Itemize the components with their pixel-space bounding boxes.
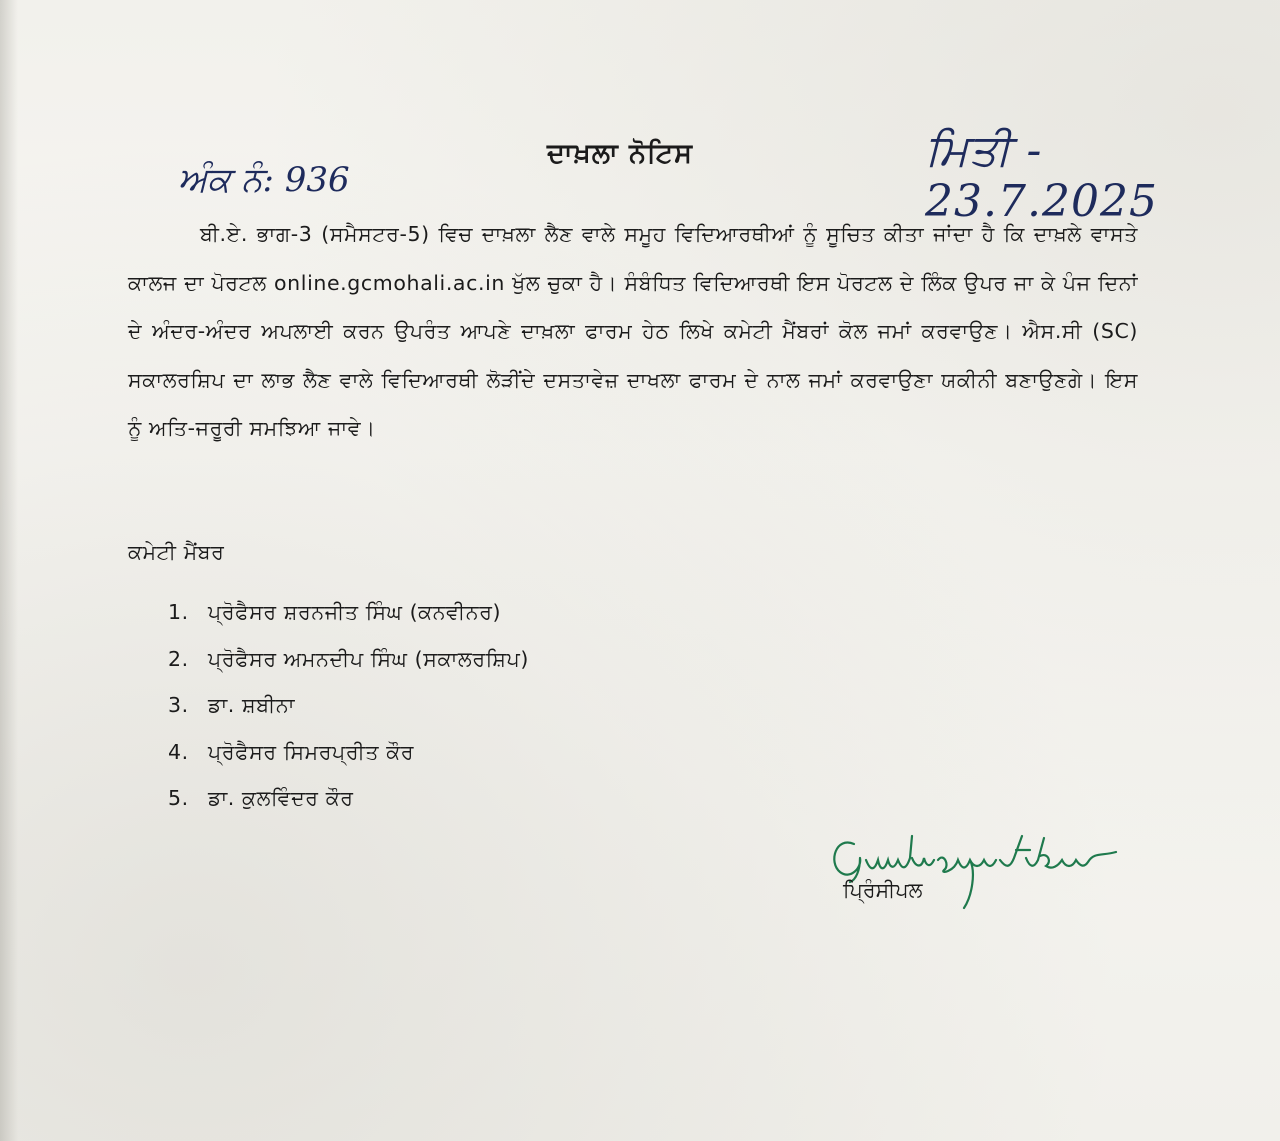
- list-number: 5.: [168, 786, 189, 810]
- member-name: ਡਾ. ਸ਼ਬੀਨਾ: [208, 693, 296, 717]
- principal-designation: ਪ੍ਰਿੰਸੀਪਲ: [843, 878, 923, 902]
- list-item: [168, 647, 529, 694]
- member-name: ਡਾ. ਕੁਲਵਿੰਦਰ ਕੌਰ: [208, 786, 354, 810]
- list-number: 2.: [168, 646, 189, 671]
- member-name: ਪ੍ਰੋਫੈਸਰ ਸ਼ਰਨਜੀਤ ਸਿੰਘ (ਕਨਵੀਨਰ): [208, 600, 502, 624]
- member-name: ਪ੍ਰੋਫੈਸਰ ਸਿਮਰਪ੍ਰੀਤ ਕੌਰ: [208, 739, 415, 764]
- member-name: ਪ੍ਰੋਫੈਸਰ ਅਮਨਦੀਪ ਸਿੰਘ (ਸਕਾਲਰਸ਼ਿਪ): [208, 646, 529, 671]
- list-item: [168, 740, 529, 787]
- committee-member-list: [168, 600, 529, 833]
- list-number: 3.: [168, 693, 189, 717]
- handwritten-reference-number: ਅੰਕ ਨੰ: 936: [178, 160, 350, 200]
- committee-heading: ਕਮੇਟੀ ਮੈਂਬਰ: [128, 540, 225, 564]
- handwritten-date: ਮਿਤੀ - 23.7.2025: [925, 125, 1158, 227]
- page-edge-shadow: [0, 0, 18, 1141]
- notice-title: ਦਾਖ਼ਲਾ ਨੋਟਿਸ: [547, 138, 693, 169]
- list-item: [168, 693, 529, 740]
- list-number: 1.: [168, 600, 189, 624]
- list-item: [168, 786, 529, 833]
- list-number: 4.: [168, 739, 189, 764]
- notice-body: ਬੀ.ਏ. ਭਾਗ-3 (ਸਮੈਸਟਰ-5) ਵਿਚ ਦਾਖ਼ਲਾ ਲੈਣ ਵਾਲੇ ਸਮੂਹ ਵਿਦਿਆਰਥੀਆਂ ਨੂੰ ਸੂਚਿਤ ਕੀਤਾ ਜਾਂਦਾ ਹੈ ਕਿ ਦਾਖ਼ਲੇ ਵਾਸਤੇ ਕਾਲਜ ਦਾ ਪੋਰਟਲ online.gcmohali.ac.in ਖੁੱਲ ਚੁਕਾ ਹੈ। ਸੰਬੰਧਿਤ ਵਿਦਿਆਰਥੀ ਇਸ ਪੋਰਟਲ ਦੇ ਲਿੰਕ ਉਪਰ ਜਾ ਕੇ ਪੰਜ ਦਿਨਾਂ ਦੇ ਅੰਦਰ-ਅੰਦਰ ਅਪਲਾਈ ਕਰਨ ਉਪਰੰਤ ਆਪਣੇ ਦਾਖ਼ਲਾ ਫਾਰਮ ਹੇਠ ਲਿਖੇ ਕਮੇਟੀ ਮੈਂਬਰਾਂ ਕੋਲ ਜਮਾਂ ਕਰਵਾਉਣ। ਐਸ.ਸੀ (SC) ਸਕਾਲਰਸ਼ਿਪ ਦਾ ਲਾਭ ਲੈਣ ਵਾਲੇ ਵਿਦਿਆਰਥੀ ਲੋੜੀਂਦੇ ਦਸਤਾਵੇਜ਼ ਦਾਖਲਾ ਫਾਰਮ ਦੇ ਨਾਲ ਜਮਾਂ ਕਰਵਾਉਣਾ ਯਕੀਨੀ ਬਣਾਉਣਗੇ। ਇਸ ਨੂੰ ਅਤਿ-ਜਰੂਰੀ ਸਮਝਿਆ ਜਾਵੇ।: [128, 222, 1138, 440]
- list-item: [168, 600, 529, 647]
